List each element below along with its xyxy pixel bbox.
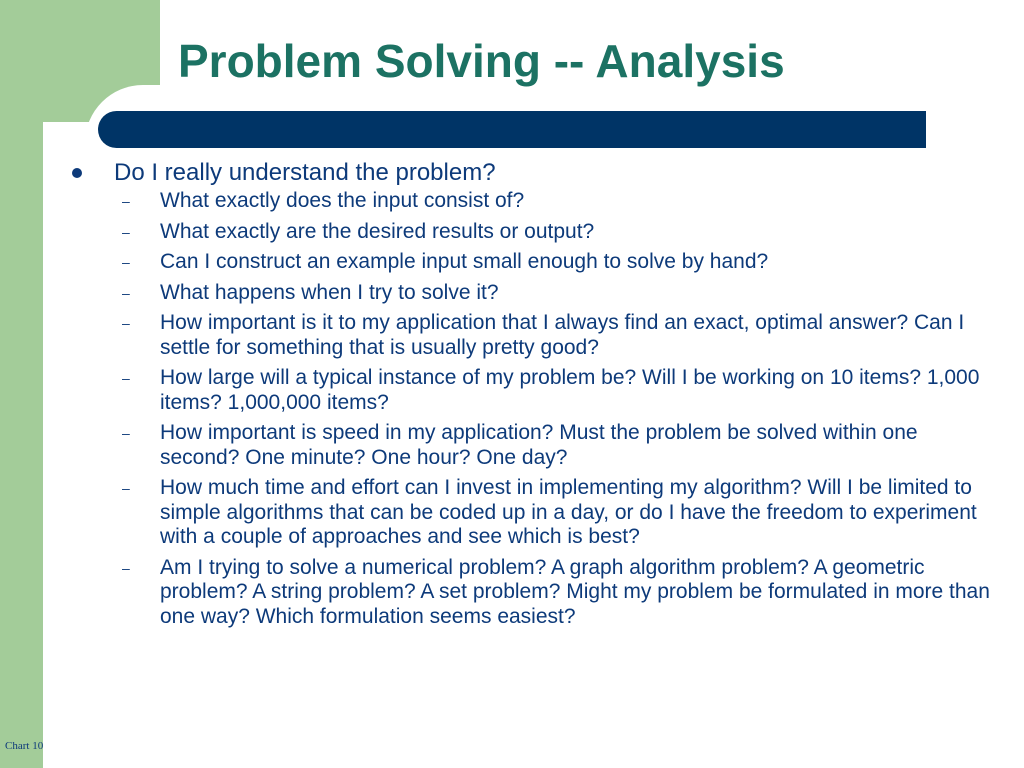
dash-icon: – <box>122 223 130 240</box>
dash-icon: – <box>122 315 130 331</box>
sub-bullet-item <box>72 311 992 360</box>
sub-bullet-text: How important is it to my application that I always find an exact, optimal answer? Can I settle for something that is usually pretty good? <box>160 311 965 359</box>
sub-bullet-item <box>72 421 992 470</box>
sub-bullet-item <box>72 250 992 275</box>
dash-icon: – <box>122 193 130 209</box>
title-underline-bar <box>98 111 926 148</box>
sub-bullet-text: What exactly does the input consist of? <box>160 189 525 212</box>
bullet-dot-icon <box>72 168 82 178</box>
sub-bullet-item <box>72 220 992 245</box>
main-bullet-text: Do I really understand the problem? <box>114 159 496 186</box>
sub-bullet-text: What exactly are the desired results or output? <box>160 219 595 243</box>
slide-footer: Chart 10 <box>5 740 44 752</box>
dash-icon: – <box>122 370 130 386</box>
sub-bullet-text: What happens when I try to solve it? <box>160 280 499 304</box>
sub-bullet-item <box>72 366 992 415</box>
sub-bullet-item <box>72 476 992 550</box>
dash-icon: – <box>122 284 130 301</box>
sub-bullet-text: How large will a typical instance of my problem be? Will I be working on 10 items? 1,000 items? 1,000,000 items? <box>160 366 980 414</box>
sub-bullet-text: Am I trying to solve a numerical problem? A graph algorithm problem? A geometric problem? A string problem? A set problem? Might my problem be formulated in more than one way? Which formulation seems easiest? <box>160 555 990 628</box>
slide-title: Problem Solving -- Analysis <box>178 35 785 87</box>
sub-bullet-list <box>72 189 992 629</box>
main-bullet-item <box>72 158 992 187</box>
dash-icon: – <box>122 559 130 576</box>
dash-icon: – <box>122 480 130 496</box>
sub-bullet-item <box>72 281 992 306</box>
sub-bullet-text: How important is speed in my application? Must the problem be solved within one second? One minute? One hour? One day? <box>160 421 918 469</box>
sub-bullet-text: Can I construct an example input small enough to solve by hand? <box>160 250 769 273</box>
slide-body <box>72 158 992 635</box>
dash-icon: – <box>122 254 130 270</box>
dash-icon: – <box>122 425 130 441</box>
sub-bullet-item <box>72 189 992 214</box>
sub-bullet-text: How much time and effort can I invest in implementing my algorithm? Will I be limited to simple algorithms that can be coded up in a day, or do I have the freedom to experiment with a couple of approaches and see which is best? <box>160 476 977 548</box>
sub-bullet-item <box>72 556 992 630</box>
